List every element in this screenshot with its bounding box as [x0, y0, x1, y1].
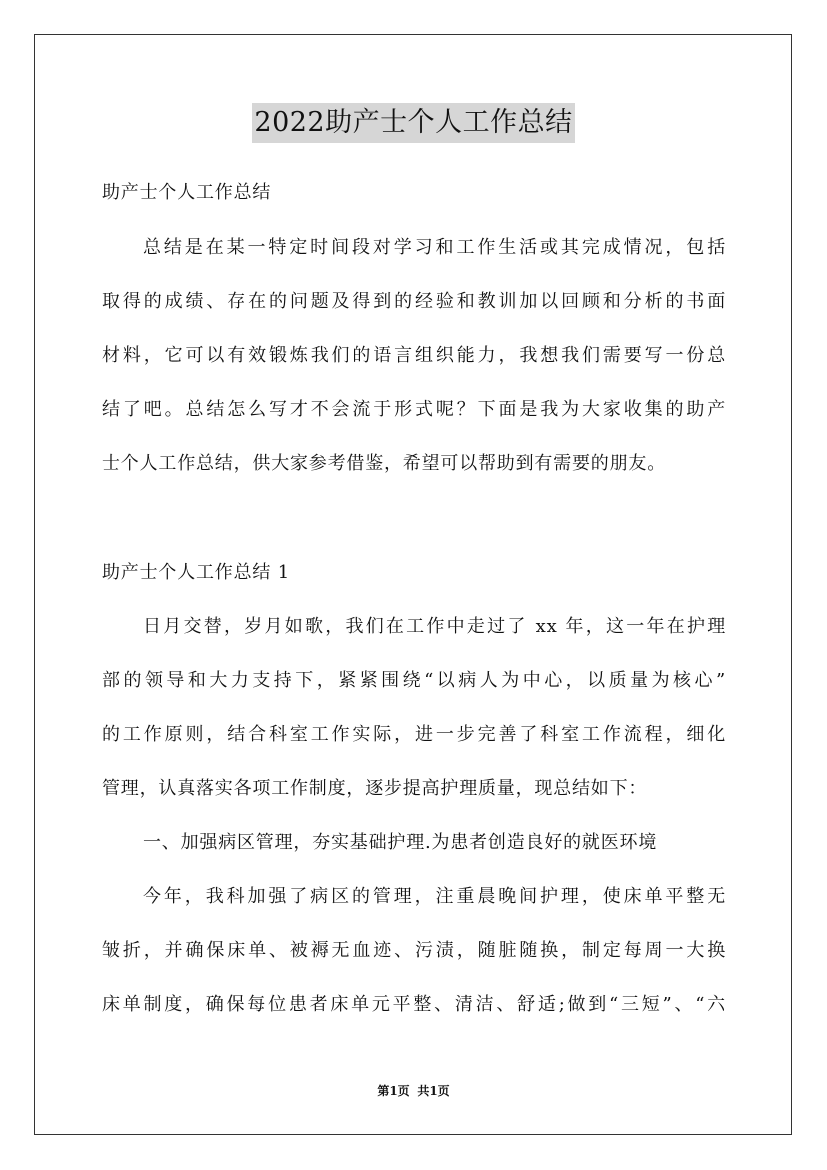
paragraph-line: 皱折，并确保床单、被褥无血迹、污渍，随脏随换，制定每周一大换 [102, 940, 726, 961]
paragraph-line: 取得的成绩、存在的问题及得到的经验和教训加以回顾和分析的书面 [102, 291, 726, 312]
page-total: 共1页 [417, 1084, 450, 1098]
paragraph-line: 结了吧。总结怎么写才不会流于形式呢？下面是我为大家收集的助产 [102, 399, 726, 420]
subsection-heading: 一、加强病区管理，夯实基础护理.为患者创造良好的就医环境 [143, 832, 658, 853]
page-number: 第1页 [377, 1084, 410, 1098]
paragraph-line: 士个人工作总结，供大家参考借鉴，希望可以帮助到有需要的朋友。 [102, 453, 666, 474]
paragraph-line: 管理，认真落实各项工作制度，逐步提高护理质量，现总结如下： [102, 778, 648, 799]
paragraph-line: 总结是在某一特定时间段对学习和工作生活或其完成情况，包括 [143, 237, 726, 258]
section-heading: 助产士个人工作总结 1 [102, 562, 290, 583]
paragraph-line: 床单制度，确保每位患者床单元平整、清洁、舒适;做到“三短”、“六 [102, 994, 726, 1015]
paragraph-line: 材料，它可以有效锻炼我们的语言组织能力，我想我们需要写一份总 [102, 345, 726, 366]
document-title: 2022助产士个人工作总结 [252, 103, 574, 143]
section-heading: 助产士个人工作总结 [102, 182, 272, 203]
paragraph-line: 的工作原则，结合科室工作实际，进一步完善了科室工作流程，细化 [102, 724, 726, 745]
paragraph-line: 日月交替，岁月如歌，我们在工作中走过了 xx 年，这一年在护理 [143, 616, 726, 637]
paragraph-line: 部的领导和大力支持下，紧紧围绕“以病人为中心，以质量为核心” [102, 670, 726, 691]
page-footer [0, 1083, 827, 1099]
title-container [0, 103, 827, 143]
paragraph-line: 今年，我科加强了病区的管理，注重晨晚间护理，使床单平整无 [143, 886, 726, 907]
